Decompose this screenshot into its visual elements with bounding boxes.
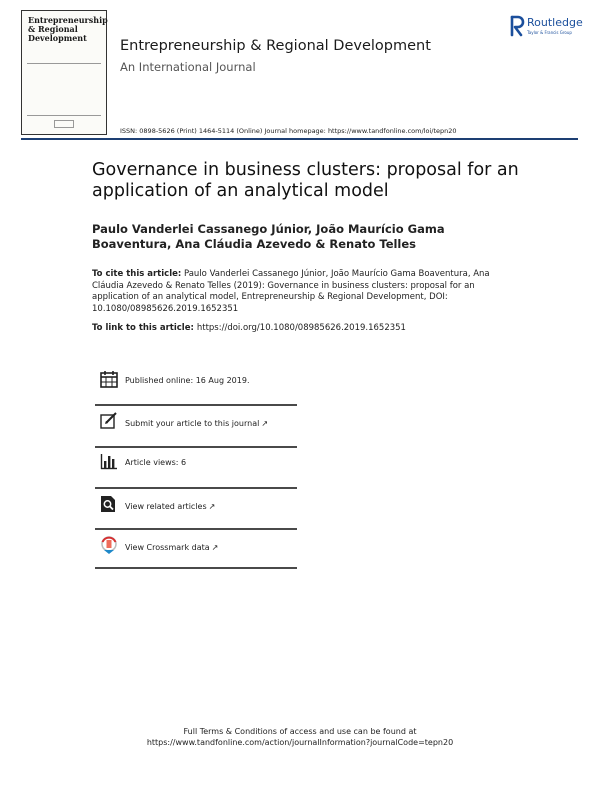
article-url-link[interactable]: https://doi.org/10.1080/08985626.2019.1652351 xyxy=(196,323,406,333)
cover-logo xyxy=(54,120,74,128)
cover-title: Entrepreneurship & Regional Development xyxy=(28,15,108,43)
crossmark-row[interactable] xyxy=(95,530,297,570)
related-articles-text xyxy=(125,502,215,511)
crossmark-text xyxy=(125,543,218,552)
external-link-icon: ↗ xyxy=(211,543,219,552)
publisher-tagline: Taylor & Francis Group xyxy=(527,30,572,35)
article-views-label: Article views: 6 xyxy=(125,458,187,467)
footer-terms-link[interactable]: https://www.tandfonline.com/action/journalInformation?journalCode=tepn20 xyxy=(146,738,454,747)
journal-subtitle: An International Journal xyxy=(120,60,256,74)
journal-cover-image xyxy=(21,10,107,135)
doi-link[interactable]: 10.1080/08985626.2019.1652351 xyxy=(92,303,239,314)
calendar-icon xyxy=(100,370,118,388)
crossmark-label[interactable]: View Crossmark data xyxy=(125,543,210,552)
publisher-name: Routledge xyxy=(527,16,583,29)
journal-homepage-link[interactable]: https://www.tandfonline.com/loi/tepn20 xyxy=(327,127,457,135)
routledge-r-icon xyxy=(509,15,525,37)
issn-text: ISSN: 0898-5626 (Print) 1464-5114 (Online) Journal homepage: xyxy=(120,127,328,135)
published-online-label: Published online: 16 Aug 2019. xyxy=(125,376,250,385)
citation-block xyxy=(92,269,512,315)
header-divider xyxy=(21,138,578,140)
article-title: Governance in business clusters: proposal for an application of an analytical model xyxy=(92,160,519,201)
external-link-icon: ↗ xyxy=(208,502,216,511)
article-link-line xyxy=(92,323,406,333)
cover-divider xyxy=(27,115,101,116)
bar-chart-icon xyxy=(100,452,118,470)
citation-label: To cite this article: xyxy=(92,269,182,279)
citation-text: Paulo Vanderlei Cassanego Júnior, João Maurício Gama Boaventura, Ana Cláudia Azevedo & Renato Telles (2019): Governance in business clusters: proposal for an application of an analytical model, Entrepreneurship & Regional Development, DOI: xyxy=(92,269,490,302)
issn-line xyxy=(120,127,457,135)
submit-article-icon xyxy=(100,411,118,429)
article-views-row xyxy=(95,448,297,488)
link-label: To link to this article: xyxy=(92,323,197,333)
publisher-logo xyxy=(509,15,589,39)
article-authors: Paulo Vanderlei Cassanego Júnior, João Maurício Gama Boaventura, Ana Cláudia Azevedo & Renato Telles xyxy=(92,222,445,251)
submit-article-label[interactable]: Submit your article to this journal xyxy=(125,419,260,428)
crossmark-icon xyxy=(100,536,118,554)
submit-article-text xyxy=(125,419,268,428)
published-online-row xyxy=(95,366,297,406)
related-articles-label[interactable]: View related articles xyxy=(125,502,207,511)
footer-terms-text: Full Terms & Conditions of access and use can be found at xyxy=(183,727,417,736)
search-document-icon xyxy=(100,495,118,513)
info-divider xyxy=(95,567,297,569)
related-articles-row[interactable] xyxy=(95,489,297,529)
cover-divider xyxy=(27,63,101,64)
journal-title: Entrepreneurship & Regional Development xyxy=(120,38,431,54)
submit-article-row[interactable] xyxy=(95,406,297,446)
external-link-icon: ↗ xyxy=(261,419,269,428)
